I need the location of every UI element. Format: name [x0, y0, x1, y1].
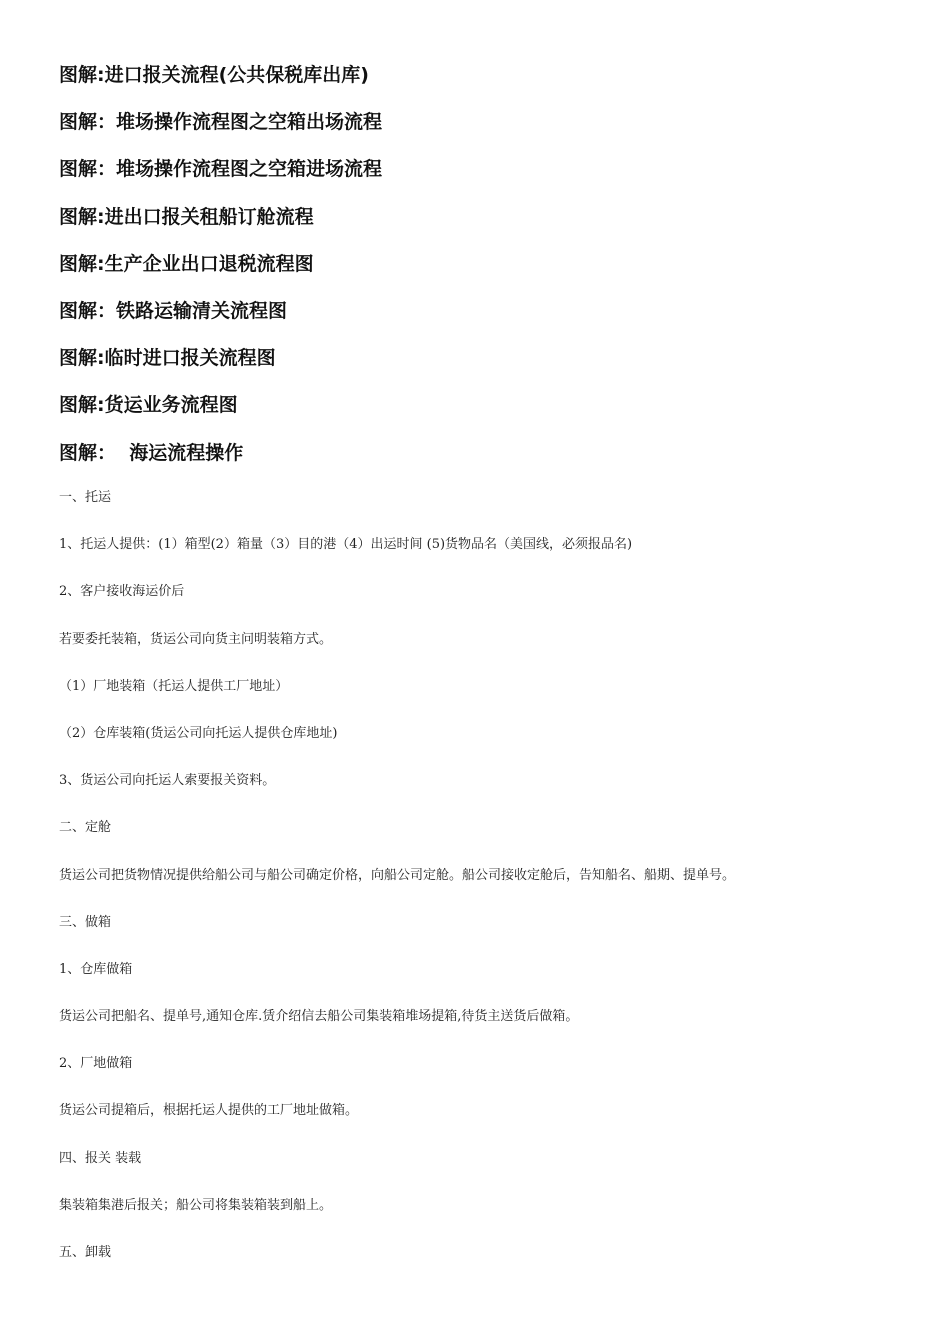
section-heading-consignment: 一、托运 — [59, 490, 112, 505]
heading-sea-freight-operation: 图解： 海运流程操作 — [59, 441, 244, 464]
list-item: （2）仓库装箱(货运公司向托运人提供仓库地址) — [59, 725, 338, 741]
document-body — [59, 487, 919, 1289]
paragraph: 2、厂地做箱 — [59, 1056, 133, 1072]
section-heading-booking: 二、定舱 — [59, 820, 112, 836]
diagram-title-list — [59, 60, 919, 485]
heading-export-tax-refund: 图解:生产企业出口退税流程图 — [59, 252, 314, 275]
paragraph: 货运公司把船名、提单号,通知仓库.赁介绍信去船公司集装箱堆场提箱,待货主送货后做箱。 — [59, 1009, 579, 1025]
section-heading-unloading: 五、卸载 — [59, 1245, 112, 1260]
heading-railway-clearance: 图解：铁路运输清关流程图 — [59, 299, 288, 322]
heading-import-declaration-bonded-warehouse: 图解:进口报关流程(公共保税库出库) — [59, 64, 369, 86]
heading-freight-business: 图解:货运业务流程图 — [59, 394, 238, 417]
paragraph: 货运公司提箱后，根据托运人提供的工厂地址做箱。 — [59, 1103, 359, 1119]
list-item: （1）厂地装箱（托运人提供工厂地址） — [59, 678, 289, 694]
section-heading-stuffing: 三、做箱 — [59, 914, 112, 930]
heading-temporary-import: 图解:临时进口报关流程图 — [59, 347, 276, 370]
heading-yard-empty-container-in: 图解：堆场操作流程图之空箱进场流程 — [59, 158, 383, 181]
paragraph: 3、货运公司向托运人索要报关资料。 — [59, 773, 276, 789]
paragraph: 1、仓库做箱 — [59, 961, 133, 977]
heading-charter-booking: 图解:进出口报关租船订舱流程 — [59, 205, 314, 228]
section-heading-declaration-loading: 四、报关 装载 — [59, 1150, 142, 1166]
paragraph: 集装箱集港后报关；船公司将集装箱装到船上。 — [59, 1197, 333, 1213]
paragraph: 货运公司把货物情况提供给船公司与船公司确定价格，向船公司定舱。船公司接收定舱后，告知船名、船期、提单号。 — [59, 867, 736, 883]
paragraph: 1、托运人提供：(1）箱型(2）箱量（3）目的港（4）出运时间 (5)货物品名（美国线，必须报品名) — [59, 537, 633, 553]
paragraph: 若要委托装箱，货运公司向货主问明装箱方式。 — [59, 631, 333, 647]
heading-yard-empty-container-out: 图解：堆场操作流程图之空箱出场流程 — [59, 111, 383, 134]
paragraph: 2、客户接收海运价后 — [59, 584, 185, 600]
